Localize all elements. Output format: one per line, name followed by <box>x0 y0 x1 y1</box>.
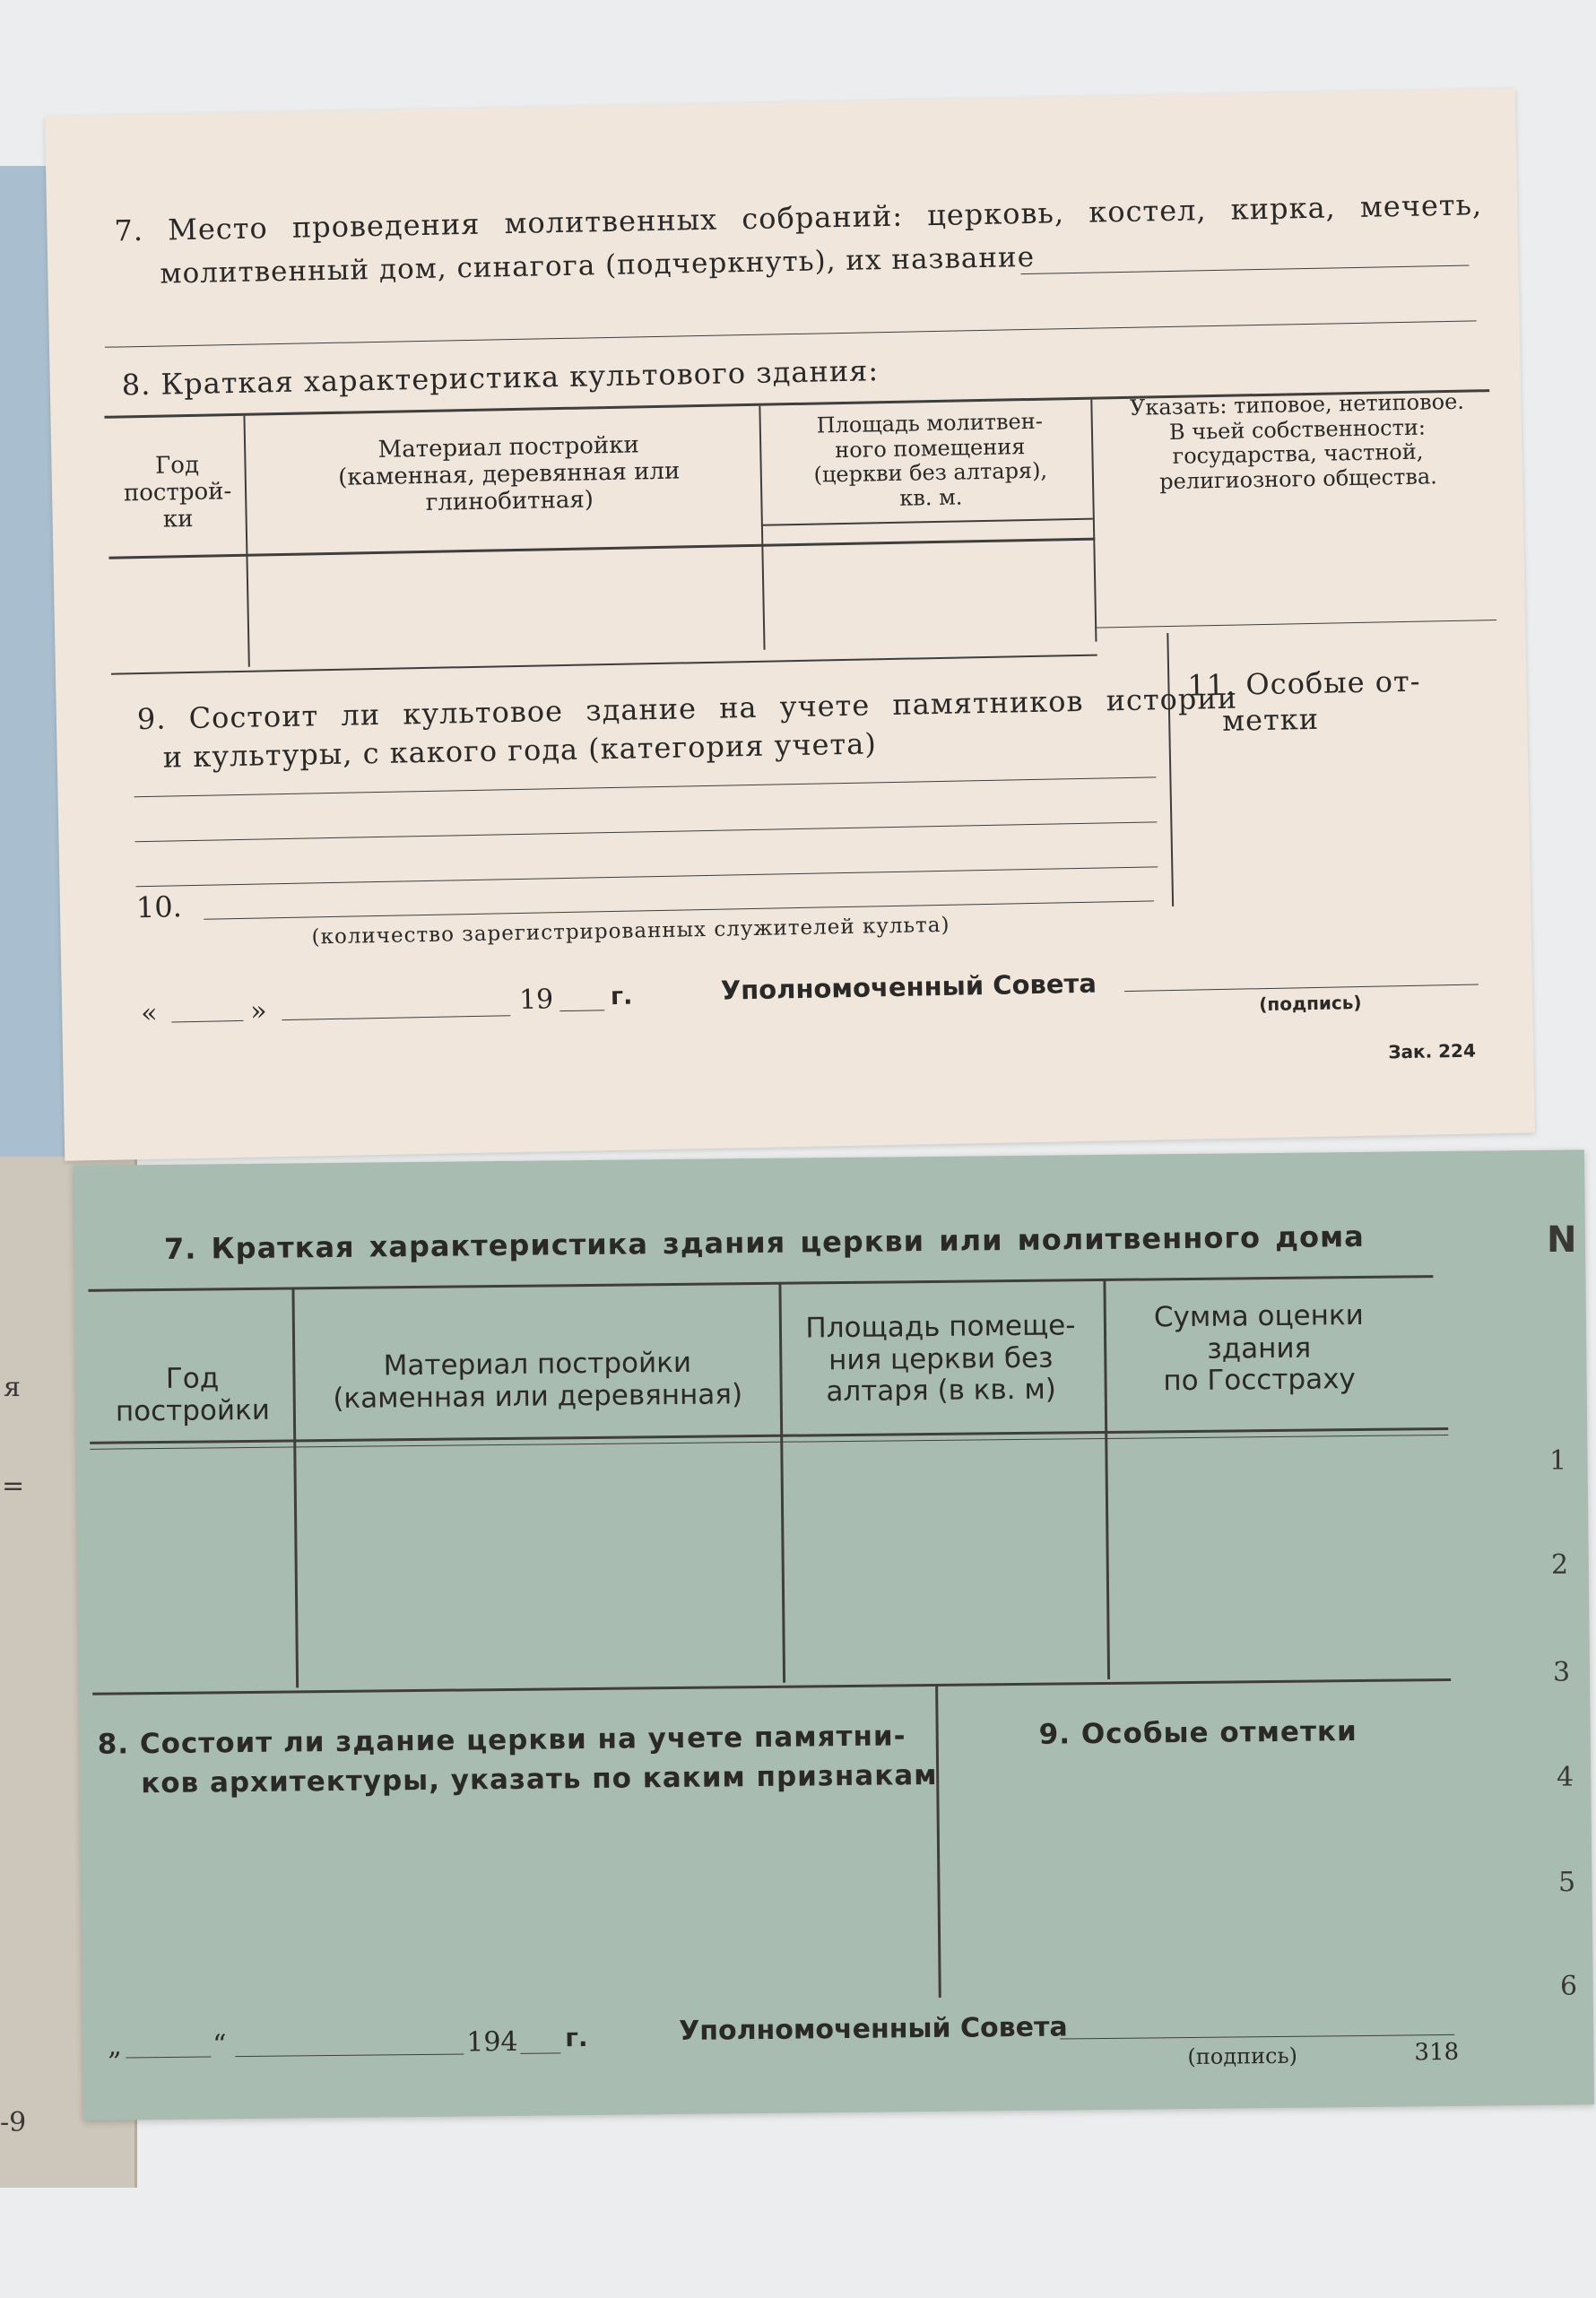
col-ownership-header <box>1099 389 1496 496</box>
table-header-rule <box>108 538 1095 559</box>
item10-number: 10. <box>135 889 183 925</box>
right-edge-mark: 1 <box>1549 1445 1567 1477</box>
item8-title: 8. Краткая характеристика культового здания: <box>121 353 880 403</box>
date-year-line <box>559 1010 604 1011</box>
col-ownership-line: В чьей собственности: <box>1168 414 1427 445</box>
col-material-header <box>299 1347 776 1416</box>
date-day-line <box>126 2056 211 2058</box>
col-material-line: (каменная, деревянная или <box>337 457 681 491</box>
item10-caption: (количество зарегистрированных служителей культа) <box>311 913 950 950</box>
col-ownership-line: государства, частной, <box>1172 438 1424 470</box>
date-month-line <box>235 2053 464 2057</box>
item9-answer-line <box>135 866 1158 887</box>
notes-divider <box>1167 633 1174 906</box>
date-month-line <box>282 1015 510 1020</box>
col-area-line: Площадь помеще- <box>805 1309 1076 1345</box>
col-valuation-line: Сумма оценки <box>1153 1298 1364 1334</box>
left-edge-mark: -9 <box>0 2107 27 2138</box>
date-open-quote: „ <box>108 2030 123 2062</box>
left-edge-mark: я <box>4 1372 21 1403</box>
table-col-divider <box>1090 400 1097 642</box>
right-edge-mark: 2 <box>1551 1549 1569 1581</box>
item7-extra-line <box>105 320 1477 347</box>
col-year-header <box>93 1362 291 1428</box>
date-year-prefix: 19 <box>518 984 554 1017</box>
date-suffix: г. <box>610 982 633 1011</box>
item9-answer-line <box>135 821 1158 842</box>
table-bottom-right-rule <box>1095 620 1496 629</box>
item7-name-line <box>1021 265 1470 275</box>
item9-title: 9. Особые отметки <box>1038 1715 1357 1751</box>
col-material-line: (каменная или деревянная) <box>333 1377 743 1415</box>
date-open-quote: « <box>140 997 158 1030</box>
table-bottom-rule <box>111 655 1097 675</box>
notes-divider <box>935 1684 941 1998</box>
signature-line <box>1060 2034 1454 2040</box>
col-material-line: глинобитная) <box>425 486 594 516</box>
date-suffix: г. <box>565 2023 588 2053</box>
col-material-line: Материал постройки <box>383 1346 692 1383</box>
order-number: Зак. 224 <box>1388 1039 1477 1063</box>
col-ownership-line: религиозного общества. <box>1158 464 1438 494</box>
col-area-line: ния церкви без <box>828 1341 1054 1376</box>
form-card-pink <box>45 89 1535 1161</box>
col-area-header <box>768 409 1093 514</box>
col-area-line: алтаря (в кв. м) <box>826 1373 1057 1409</box>
right-edge-mark: 4 <box>1557 1762 1574 1793</box>
item9-line1: 9. Состоит ли культовое здание на учете памятников истории <box>136 681 1238 737</box>
right-edge-mark: 5 <box>1558 1867 1576 1898</box>
item7-line2: молитвенный дом, синагога (подчеркнуть), их название <box>160 240 1036 291</box>
signatory-label: Уполномоченный Совета <box>720 967 1097 1006</box>
date-year-prefix: 194 <box>466 2025 518 2059</box>
item9-answer-line <box>134 776 1157 797</box>
right-edge-mark: 3 <box>1553 1657 1571 1688</box>
item8-line1: 8. Состоит ли здание церкви на учете памятни- <box>97 1720 906 1761</box>
col-year-header <box>109 452 246 535</box>
table-top-rule <box>88 1275 1433 1292</box>
col-valuation-line: здания <box>1207 1331 1312 1366</box>
signature-line <box>1124 984 1479 992</box>
signatory-label: Уполномоченный Совета <box>678 2011 1068 2047</box>
item11-line1: 11. Особые от- <box>1187 663 1421 703</box>
col-year-line: Год <box>165 1362 220 1395</box>
col-year-line: ки <box>162 505 194 533</box>
col-year-line: постройки <box>115 1393 271 1428</box>
col-area-header <box>784 1310 1098 1409</box>
table-col-divider <box>291 1288 299 1687</box>
col-year-line: Год <box>154 451 200 480</box>
item11-line2: метки <box>1221 701 1320 738</box>
item7-line1: 7. Место проведения молитвенных собраний: церковь, костел, кирка, мечеть, <box>114 187 1483 248</box>
area-header-rule <box>761 518 1093 526</box>
signature-caption: (подпись) <box>1259 991 1362 1016</box>
item8-line2: ков архитектуры, указать по каким признакам <box>141 1758 938 1800</box>
right-edge-mark: N <box>1547 1219 1577 1261</box>
col-valuation-header <box>1106 1299 1412 1398</box>
col-area-line: Площадь молитвен- <box>816 408 1044 438</box>
item10-answer-line <box>204 900 1154 919</box>
date-close-quote: » <box>249 995 267 1028</box>
left-edge-mark: = <box>2 1470 25 1502</box>
table-col-divider <box>759 406 765 650</box>
col-area-line: (церкви без алтаря), <box>813 457 1048 488</box>
col-ownership-line: Указать: типовое, нетиповое. <box>1129 388 1465 421</box>
right-edge-mark: 6 <box>1560 1971 1578 2002</box>
date-year-line <box>520 2052 560 2053</box>
col-area-line: ного помещения <box>834 433 1026 463</box>
col-material-header <box>257 430 761 520</box>
col-material-line: Материал постройки <box>377 431 640 464</box>
form-card-green <box>74 1149 1594 2120</box>
col-area-line: кв. м. <box>899 484 963 511</box>
signature-caption: (подпись) <box>1187 2042 1298 2070</box>
col-valuation-line: по Госстраху <box>1163 1363 1356 1398</box>
item7-title: 7. Краткая характеристика здания церкви или молитвенного дома <box>163 1218 1365 1266</box>
date-close-quote: “ <box>213 2029 227 2061</box>
item9-line2: и культуры, с какого года (категория учета) <box>162 726 878 775</box>
date-day-line <box>171 1020 243 1023</box>
col-year-line: построй- <box>123 477 232 507</box>
table-col-divider <box>243 416 249 667</box>
order-number: 318 <box>1414 2038 1460 2067</box>
